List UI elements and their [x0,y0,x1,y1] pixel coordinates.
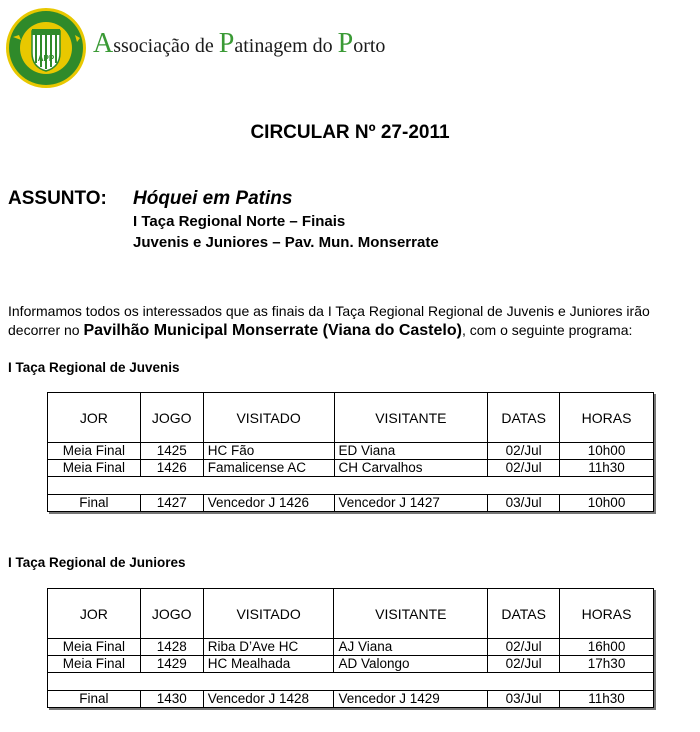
col-header-horas: HORAS [560,393,654,443]
circular-title: CIRCULAR Nº 27-2011 [250,122,450,143]
cell-visitante: CH Carvalhos [334,460,488,477]
cell-visitante: ED Viana [334,443,488,460]
table-row [48,495,654,512]
org-name-part: orto [353,35,386,57]
cell-jor: Meia Final [48,639,141,656]
org-name-part: ssociação de [113,35,219,57]
col-header-jogo: JOGO [140,393,203,443]
spacer-cell [48,673,654,691]
col-header-datas: DATAS [488,589,560,639]
cell-data: 02/Jul [488,656,560,673]
intro-line-2 [8,321,698,340]
cell-hora: 11h30 [560,691,654,708]
table-header-row [48,393,654,443]
table-row [48,691,654,708]
col-header-jor: JOR [48,393,141,443]
cell-data: 03/Jul [488,691,560,708]
cell-jor: Final [48,495,141,512]
org-name-part: atinagem do [234,35,338,57]
venue-name: Pavilhão Municipal Monserrate (Viana do Castelo) [83,322,462,339]
subject-line-3: Juvenis e Juniores – Pav. Mun. Monserrate [133,234,439,251]
cell-visitado: HC Fão [203,443,334,460]
cell-jogo: 1425 [140,443,203,460]
intro-line-2-post: , com o seguinte programa: [461,322,633,338]
cell-jor: Meia Final [48,443,141,460]
cell-data: 02/Jul [488,460,560,477]
table-row [48,460,654,477]
org-name-cap: P [337,28,354,59]
cell-visitado: Riba D’Ave HC [203,639,334,656]
logo-text: APP [37,54,55,63]
juvenis-schedule-table [47,392,654,512]
col-header-visitante: VISITANTE [334,393,488,443]
org-name-cap: A [93,28,114,59]
juniores-title: I Taça Regional de Juniores [8,555,186,570]
cell-hora: 10h00 [560,495,654,512]
cell-visitante: Vencedor J 1429 [334,691,488,708]
cell-visitante: Vencedor J 1427 [334,495,488,512]
col-header-visitante: VISITANTE [334,589,488,639]
app-logo [5,7,87,89]
org-name-cap: P [218,28,235,59]
cell-jogo: 1430 [140,691,203,708]
juvenis-title: I Taça Regional de Juvenis [8,360,180,375]
cell-jogo: 1427 [140,495,203,512]
cell-jor: Meia Final [48,460,141,477]
cell-visitante: AD Valongo [334,656,488,673]
cell-jor: Final [48,691,141,708]
col-header-visitado: VISITADO [203,589,334,639]
cell-hora: 11h30 [560,460,654,477]
cell-visitado: Famalicense AC [203,460,334,477]
cell-visitado: Vencedor J 1428 [203,691,334,708]
intro-paragraph [8,302,698,340]
cell-data: 02/Jul [488,443,560,460]
cell-data: 03/Jul [488,495,560,512]
col-header-jogo: JOGO [140,589,203,639]
subject-label: ASSUNTO: [8,188,107,209]
cell-jogo: 1429 [140,656,203,673]
subject-line-2: I Taça Regional Norte – Finais [133,213,346,230]
cell-hora: 10h00 [560,443,654,460]
cell-jogo: 1426 [140,460,203,477]
cell-visitante: AJ Viana [334,639,488,656]
juniores-schedule-table [47,588,654,708]
cell-visitado: HC Mealhada [203,656,334,673]
cell-hora: 16h00 [560,639,654,656]
table-row [48,656,654,673]
intro-line-2-pre: decorrer no [8,322,84,338]
col-header-datas: DATAS [488,393,560,443]
table-spacer-row [48,477,654,495]
cell-jor: Meia Final [48,656,141,673]
table-row [48,443,654,460]
intro-line-1: Informamos todos os interessados que as finais da I Taça Regional Regional de Juvenis e Juniores irão [8,303,650,319]
spacer-cell [48,477,654,495]
col-header-horas: HORAS [560,589,654,639]
col-header-jor: JOR [48,589,141,639]
cell-jogo: 1428 [140,639,203,656]
table-row [48,639,654,656]
org-name [93,28,385,60]
subject-line-1: Hóquei em Patins [133,188,293,209]
table-header-row [48,589,654,639]
table-spacer-row [48,673,654,691]
col-header-visitado: VISITADO [203,393,334,443]
cell-data: 02/Jul [488,639,560,656]
cell-visitado: Vencedor J 1426 [203,495,334,512]
cell-hora: 17h30 [560,656,654,673]
